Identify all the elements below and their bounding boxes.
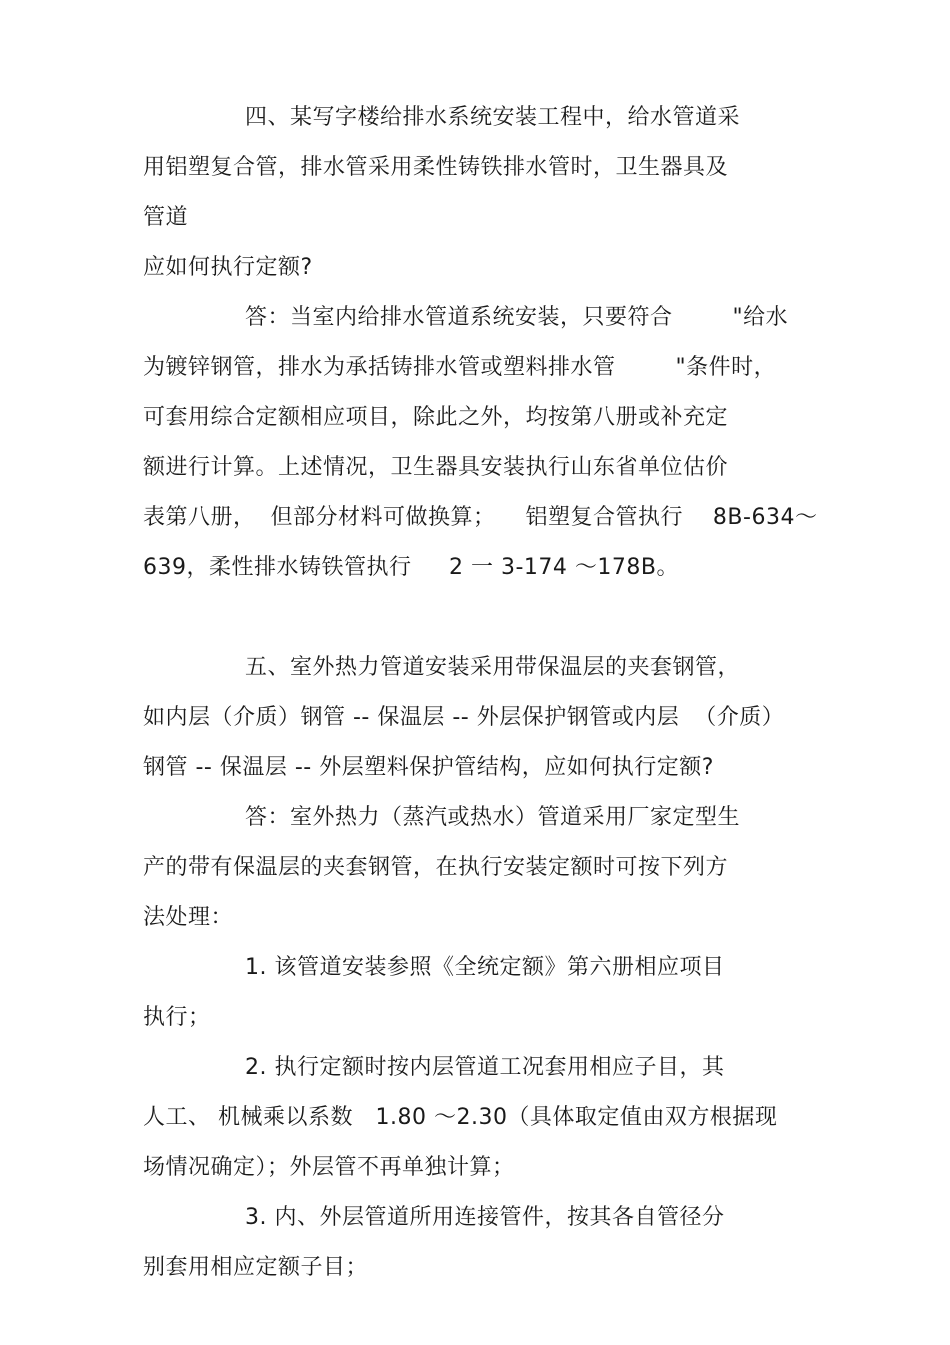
section4-answer-line-4: 额进行计算。上述情况，卫生器具安装执行山东省单位估价 [143,455,729,480]
section5-item-3-line-1: 3. 内、外层管道所用连接管件，按其各自管径分 [245,1205,725,1230]
section4-answer-line-5: 表第八册， 但部分材料可做换算； 铝塑复合管执行 8B-634～ [143,505,818,530]
section5-item-1-line-2: 执行； [143,1005,211,1030]
section4-question-line-4: 应如何执行定额? [143,255,313,280]
section4-answer-line-6: 639，柔性排水铸铁管执行 2 一 3-174 ～178B。 [143,555,679,580]
section5-question-line-2: 如内层（介质）钢管 -- 保温层 -- 外层保护钢管或内层 （介质） [143,705,785,730]
section5-item-2-line-1: 2. 执行定额时按内层管道工况套用相应子目，其 [245,1055,725,1080]
section5-item-1-line-1: 1. 该管道安装参照《全统定额》第六册相应项目 [245,955,725,980]
section5-item-2-line-2: 人工、 机械乘以系数 1.80 ～2.30（具体取定值由双方根据现 [143,1105,778,1130]
section5-item-2-line-3: 场情况确定）；外层管不再单独计算； [143,1155,515,1180]
section4-answer-line-3: 可套用综合定额相应项目，除此之外，均按第八册或补充定 [143,405,729,430]
section4-question-line-2: 用铝塑复合管，排水管采用柔性铸铁排水管时，卫生器具及 [143,155,729,180]
section5-question-line-3: 钢管 -- 保温层 -- 外层塑料保护管结构，应如何执行定额? [143,755,714,780]
section4-question-line-3: 管道 [143,205,189,230]
section5-answer-line-2: 产的带有保温层的夹套钢管，在执行安装定额时可按下列方 [143,855,729,880]
section5-answer-line-3: 法处理： [143,905,234,930]
section5-item-3-line-2: 别套用相应定额子目； [143,1255,369,1280]
section4-answer-line-1: 答：当室内给排水管道系统安装，只要符合 "给水 [245,305,789,330]
section4-question-line-1: 四、某写字楼给排水系统安装工程中，给水管道采 [245,105,741,130]
section4-answer-line-2: 为镀锌钢管，排水为承括铸排水管或塑料排水管 "条件时， [143,355,777,380]
section5-question-line-1: 五、室外热力管道安装采用带保温层的夹套钢管， [245,655,741,680]
section5-answer-line-1: 答：室外热力（蒸汽或热水）管道采用厂家定型生 [245,805,741,830]
